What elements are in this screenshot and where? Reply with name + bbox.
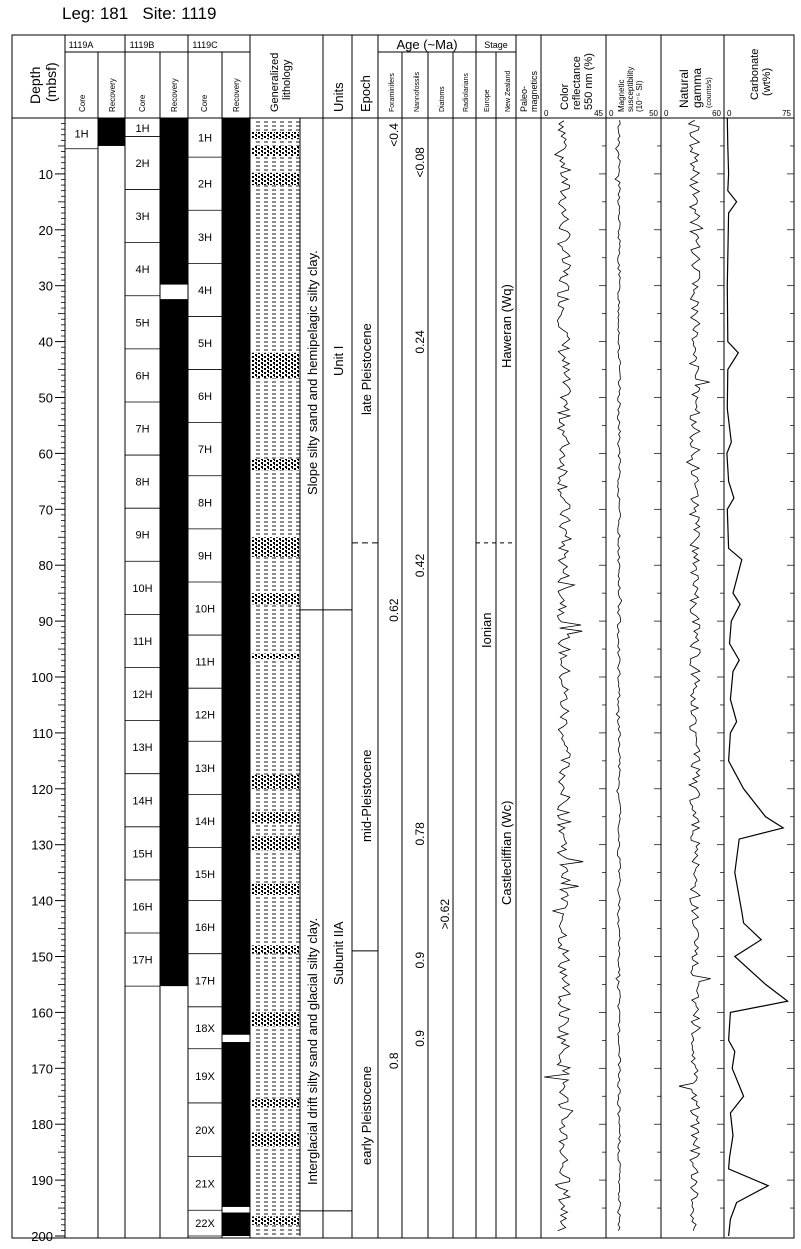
units-header: Units: [331, 82, 346, 112]
core-c-label: 15H: [194, 869, 216, 882]
unit2-label: Subunit IIA: [331, 921, 346, 985]
carbonate-curve: [727, 118, 788, 1236]
site-value: 1119: [181, 4, 217, 23]
recovery-header-b: Recovery: [170, 78, 179, 112]
gamma-header-3: (counts/s): [706, 77, 713, 108]
epoch-early-label: early Pleistocene: [359, 1066, 374, 1165]
core-c-label: 20X: [195, 1124, 215, 1137]
recovery-b-bar: [160, 118, 188, 285]
paleomag-header-1: Paleo-: [519, 85, 529, 112]
depth-tick-label: 60: [38, 446, 53, 462]
core-c-label: 12H: [194, 709, 216, 722]
gamma-header-1: Natural: [677, 69, 691, 108]
depth-tick-label: 100: [31, 670, 53, 685]
depth-tick-label: 30: [38, 278, 53, 294]
depth-tick-label: 10: [38, 166, 53, 182]
susceptibility-header-1: Magnetic: [617, 79, 626, 112]
hole-b-header: 1119B: [129, 40, 155, 50]
sand-lithology-bed: [252, 945, 300, 953]
age-foraminifers-value: <0.4: [387, 123, 401, 147]
core-b-label: 8H: [135, 476, 150, 489]
core-b-label: 6H: [135, 370, 150, 383]
carbonate-axis-min: 0: [727, 109, 732, 118]
core-c-label: 6H: [197, 391, 213, 404]
cores-columns: [65, 118, 250, 1236]
unit1-lithology-description: Slope silty sand and hemipelagic silty clay.: [305, 250, 320, 495]
core-c-label: 1H: [197, 132, 213, 145]
core-b-label: 16H: [132, 901, 153, 914]
core-c-label: 22X: [195, 1218, 215, 1231]
core-b-label: 1H: [135, 123, 150, 136]
core-c-label: 4H: [197, 284, 213, 297]
recovery-header-c: Recovery: [232, 78, 241, 112]
core-b-label: 17H: [132, 954, 153, 967]
core-c-label: 14H: [194, 815, 216, 828]
sand-lithology-bed: [252, 884, 300, 895]
paleomag-header-2: magnetics: [529, 70, 539, 112]
reflectance-header-1: Color: [559, 83, 571, 110]
sand-lithology-bed: [252, 812, 300, 823]
depth-tick-label: 20: [38, 222, 53, 238]
recovery-c-bar: [222, 1042, 250, 1207]
depth-header-1: Depth: [27, 66, 43, 104]
sand-lithology-bed: [252, 353, 300, 378]
core-c-label: 17H: [194, 975, 216, 988]
hole-c-header: 1119C: [192, 40, 218, 50]
sand-lithology-bed: [252, 654, 300, 660]
core-b-label: 10H: [132, 582, 153, 595]
core-header-a: Core: [78, 94, 87, 112]
core-b-label: 15H: [132, 848, 153, 861]
leg-label: Leg:: [62, 4, 96, 23]
epoch-mid-label: mid-Pleistocene: [359, 749, 374, 842]
core-c-label: 11H: [195, 656, 215, 669]
core-c-label: 13H: [194, 762, 216, 775]
core-b-label: 9H: [135, 529, 150, 542]
core-c-label: 18X: [195, 1022, 215, 1035]
core-b-label: 11H: [132, 635, 153, 648]
recovery-c-bar: [222, 1213, 250, 1236]
age-foraminifers-header: Foraminifers: [389, 73, 396, 112]
age-foraminifers-value: 0.8: [387, 1052, 401, 1070]
depth-tick-label: 90: [38, 614, 53, 630]
depth-tick-label: 110: [32, 725, 53, 741]
core-header-c: Core: [200, 94, 209, 112]
clay-lithology-fill: [252, 118, 300, 1236]
sand-lithology-bed: [252, 1012, 300, 1026]
sand-lithology-bed: [252, 836, 300, 850]
stage-ionian-label: Ionian: [479, 612, 494, 648]
natural-gamma-curve: [679, 121, 711, 1231]
sand-lithology-bed: [252, 1099, 300, 1107]
sand-lithology-bed: [252, 537, 300, 557]
column-headers: [27, 37, 792, 118]
age-nannofossils-value: 0.9: [413, 1030, 427, 1047]
depth-tick-label: 170: [31, 1061, 53, 1077]
core-c-label: 2H: [197, 178, 213, 191]
depth-axis: [31, 124, 65, 1244]
core-c-label: 19X: [195, 1070, 215, 1083]
gamma-axis-min: 0: [664, 109, 669, 118]
age-diatoms-header: Diatoms: [439, 86, 446, 112]
gamma-header-2: gamma: [690, 67, 704, 108]
lithology-column: [252, 118, 300, 1236]
age-nannofossils-header: Nannofossils: [414, 71, 421, 112]
core-b-label: 14H: [132, 795, 153, 808]
depth-tick-label: 80: [38, 558, 53, 574]
sand-lithology-bed: [252, 146, 300, 156]
depth-tick-label: 200: [31, 1229, 53, 1244]
sand-lithology-bed: [252, 775, 300, 789]
depth-tick-label: 160: [31, 1005, 53, 1021]
core-c-label: 8H: [197, 497, 213, 510]
core-b-label: 4H: [135, 264, 150, 277]
reflectance-header-3: 550 nm (%): [583, 53, 595, 110]
magnetic-susceptibility-curve: [615, 121, 622, 1231]
depth-tick-label: 140: [31, 893, 53, 909]
age-nannofossils-value: 0.78: [413, 822, 427, 846]
susceptibility-header-2: susceptibility: [626, 66, 635, 112]
log-curves: [544, 118, 794, 1236]
depth-tick-label: 40: [38, 334, 53, 350]
carbonate-header-2: (wt%): [761, 67, 773, 96]
sand-lithology-bed: [252, 173, 300, 185]
sand-lithology-bed: [252, 132, 300, 139]
reflectance-axis-min: 0: [544, 109, 549, 118]
leg-value: 181: [99, 4, 129, 23]
stage-haweran-label: Haweran (Wq): [499, 284, 514, 368]
unit1-label: Unit I: [331, 345, 346, 376]
carbonate-axis-max: 75: [782, 109, 791, 118]
stage-header: Stage: [484, 40, 508, 50]
recovery-header-a: Recovery: [108, 78, 117, 112]
age-nannofossils-value: 0.24: [413, 330, 427, 354]
age-nannofossils-value: 0.42: [413, 553, 427, 578]
age-nannofossils-value: 0.9: [413, 951, 427, 969]
stage-nz-header: New Zealand: [505, 70, 512, 112]
age-header: Age (~Ma): [396, 37, 458, 52]
sand-lithology-bed: [252, 1133, 300, 1147]
sand-lithology-bed: [252, 593, 300, 604]
core-b-label: 7H: [135, 423, 150, 436]
stage-castlecliffian-label: Castlecliffian (Wc): [499, 800, 514, 905]
core-c-label: 16H: [194, 922, 216, 935]
core-b-label: 13H: [132, 742, 153, 755]
stage-europe-header: Europe: [484, 89, 491, 112]
depth-header-2: (mbsf): [43, 62, 59, 102]
depth-tick-label: 130: [31, 837, 53, 853]
age-diatoms-value: >0.62: [438, 898, 452, 930]
susceptibility-axis-min: 0: [609, 109, 614, 118]
age-columns: [387, 123, 452, 1069]
age-nannofossils-value: <0.08: [413, 147, 427, 178]
recovery-b-bar: [160, 299, 188, 986]
core-b-label: 5H: [135, 317, 150, 330]
site-label: Site:: [142, 4, 177, 23]
column-frame: [12, 35, 794, 1238]
reflectance-axis-max: 45: [594, 109, 603, 118]
core-c-label: 5H: [197, 337, 213, 350]
gamma-axis-max: 60: [712, 109, 721, 118]
susceptibility-header-3: (10⁻⁵ SI): [635, 80, 644, 112]
recovery-c-bar: [222, 118, 250, 1035]
lithology-header-2: lithology: [281, 59, 293, 100]
core-c-label: 9H: [197, 550, 213, 563]
core-header-b: Core: [138, 94, 147, 112]
depth-tick-label: 150: [31, 949, 53, 965]
susceptibility-axis-max: 50: [649, 109, 658, 118]
epoch-column: [352, 543, 378, 951]
core-b-label: 3H: [135, 211, 150, 224]
recovery-a-bar: [98, 118, 125, 146]
depth-tick-label: 70: [38, 502, 53, 518]
core-c-label: 21X: [195, 1178, 215, 1191]
carbonate-header-1: Carbonate: [749, 48, 761, 100]
age-foraminifers-value: 0.62: [387, 598, 401, 622]
epoch-late-label: late Pleistocene: [359, 323, 374, 415]
reflectance-header-2: reflectance: [571, 56, 583, 110]
lithology-header-1: Generalized: [269, 52, 281, 112]
depth-tick-label: 50: [38, 390, 53, 406]
age-radiolarians-header: Radiolarians: [463, 73, 470, 112]
depth-tick-label: 190: [31, 1173, 53, 1189]
core-c-label: 7H: [197, 444, 213, 457]
depth-tick-label: 120: [31, 781, 53, 797]
core-b-label: 12H: [132, 689, 153, 702]
color-reflectance-curve: [544, 121, 583, 1231]
core-a-label: 1H: [74, 128, 89, 141]
depth-tick-label: 180: [31, 1117, 53, 1133]
unit2-lithology-description: Interglacial drift silty sand and glacial silty clay.: [305, 917, 320, 1185]
core-b-label: 2H: [135, 157, 150, 170]
core-c-label: 10H: [194, 603, 216, 616]
epoch-header: Epoch: [358, 75, 373, 112]
sand-lithology-bed: [252, 459, 300, 470]
hole-a-header: 1119A: [68, 40, 94, 50]
sand-lithology-bed: [252, 1216, 300, 1224]
core-c-label: 3H: [197, 231, 213, 244]
